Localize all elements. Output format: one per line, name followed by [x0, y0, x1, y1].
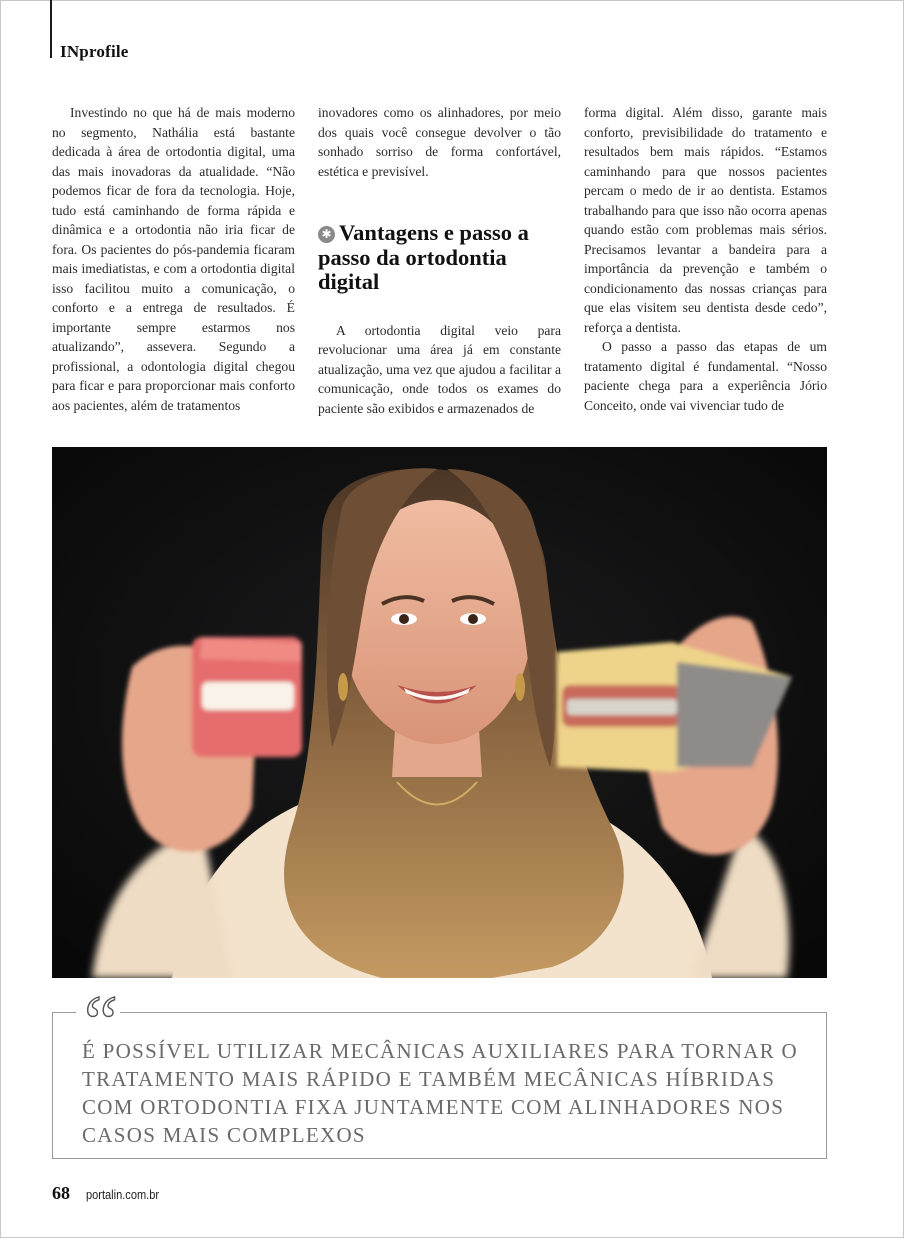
subheading [318, 221, 561, 295]
pull-quote-text: É POSSÍVEL UTILIZAR MECÂNICAS AUXILIARES PARA TORNAR O TRATAMENTO MAIS RÁPIDO E TAMBÉM MECÂNICAS HÍBRIDAS COM ORTODONTIA FIXA JUNTAMENTE COM ALINHADORES NOS CASOS MAIS COMPLEXOS [82, 1039, 799, 1147]
column-1 [52, 103, 295, 415]
quote-mark-icon: “ [76, 985, 120, 1061]
paragraph: inovadores como os alinhadores, por meio dos quais você consegue devolver o tão sonhado sorriso de forma confortável, estética e previsível. [318, 105, 561, 179]
subheading-text: Vantagens e passo a passo da ortodontia digital [318, 220, 529, 294]
site-url: portalin.com.br [86, 1187, 160, 1202]
paragraph: forma digital. Além disso, garante mais conforto, previsibilidade do tratamento e resultados bem mais rápidos. “Estamos caminhando para que nossos pacientes percam o medo de ir ao dentista. Estamos trabalhando para que isso não ocorra apenas quando estão com problemas mais sérios. Precisamos levantar a bandeira para a importância da prevenção e também o condicionamento das nossas crianças para que elas visitem seu dentista desde cedo”, reforça a dentista. [584, 105, 827, 335]
page-number: 68 [52, 1183, 70, 1203]
paragraph: O passo a passo das etapas de um tratamento digital é fundamental. “Nosso paciente chega para a experiência Jório Conceito, onde vai vivenciar tudo de [584, 339, 827, 413]
portrait-illustration [52, 447, 827, 978]
star-icon: ✱ [318, 226, 335, 243]
column-3 [584, 103, 827, 415]
paragraph: Investindo no que há de mais moderno no segmento, Nathália está bastante dedicada à área de ortodontia digital, uma das mais inovadoras da atualidade. “Não podemos ficar de fora da tecnologia. Hoje, tudo está caminhando de forma rápida e dinâmica e a ortodontia não iria ficar de fora. Os pacientes do pós-pandemia ficaram mais imediatistas, e com a ortodontia digital isso facilitou muito a comunicação, o conforto e a entrega de resultados. É importante sempre estarmos nos atualizando”, assevera. Segundo a profissional, a odontologia digital chegou para ficar e para proporcionar mais conforto aos pacientes, além de tratamentos [52, 105, 295, 413]
portrait-photo [52, 447, 827, 978]
paragraph: A ortodontia digital veio para revolucionar uma área já em constante atualização, uma vez que ajudou a facilitar a comunicação, onde todos os exames do paciente são exibidos e armazenados de [318, 322, 561, 416]
section-label: INprofile [60, 42, 129, 61]
column-2 [318, 103, 561, 418]
section-rule [50, 0, 52, 58]
